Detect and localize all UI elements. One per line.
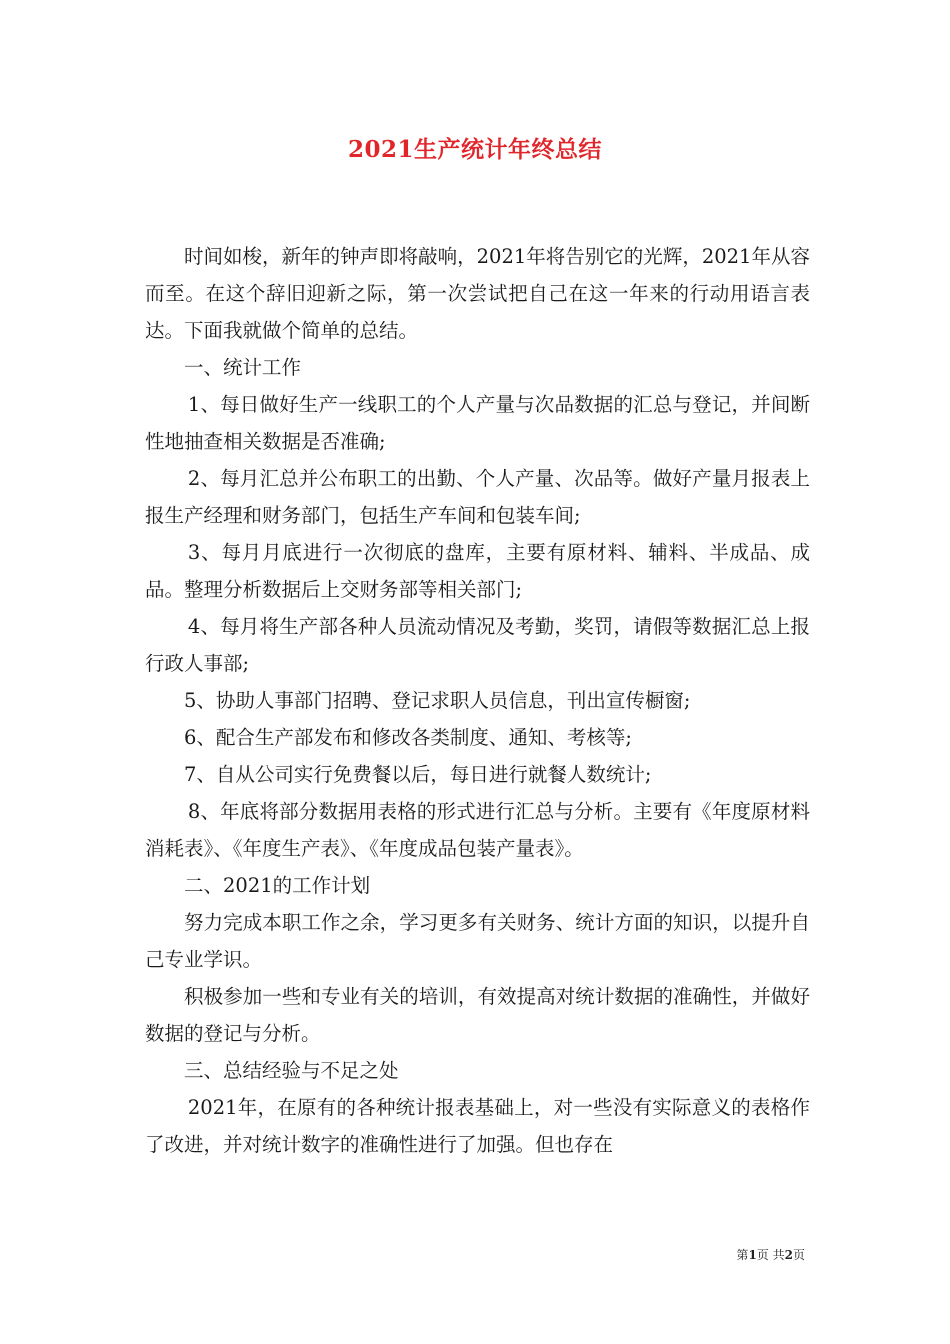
list-item: 3、每月月底进行一次彻底的盘库，主要有原材料、辅料、半成品、成品。整理分析数据后上交财务部等相关部门; [145,541,810,601]
page-footer-prefix: 第 [736,1248,749,1262]
page-number [736,1246,805,1264]
paragraph-summary: 2021年，在原有的各种统计报表基础上，对一些没有实际意义的表格作了改进，并对统计数字的准确性进行了加强。但也存在 [145,1096,810,1156]
paragraph-plan-2: 积极参加一些和专业有关的培训，有效提高对统计数据的准确性，并做好数据的登记与分析。 [145,985,810,1045]
document-body [145,238,810,1163]
list-item: 2、每月汇总并公布职工的出勤、个人产量、次品等。做好产量月报表上报生产经理和财务部门，包括生产车间和包装车间; [145,467,810,527]
total-pages-number: 2 [784,1248,793,1262]
paragraph-intro: 时间如梭，新年的钟声即将敲响，2021年将告别它的光辉，2021年从容而至。在这个辞旧迎新之际，第一次尝试把自己在这一年来的行动用语言表达。下面我就做个简单的总结。 [145,245,810,342]
page-footer-middle: 页 共 [756,1248,785,1262]
section-heading-work-plan: 二、2021的工作计划 [184,874,371,897]
list-item: 1、每日做好生产一线职工的个人产量与次品数据的汇总与登记，并间断性地抽查相关数据是否准确; [145,393,810,453]
page-footer-suffix: 页 [792,1248,805,1262]
list-item: 4、每月将生产部各种人员流动情况及考勤，奖罚，请假等数据汇总上报行政人事部; [145,615,810,675]
paragraph-plan-1: 努力完成本职工作之余，学习更多有关财务、统计方面的知识，以提升自己专业学识。 [145,911,810,971]
current-page-number: 1 [748,1248,757,1262]
section-heading-summary: 三、总结经验与不足之处 [184,1059,399,1082]
list-item: 7、自从公司实行免费餐以后，每日进行就餐人数统计; [184,763,652,786]
section-heading-statistics-work: 一、统计工作 [184,356,302,379]
list-item: 6、配合生产部发布和修改各类制度、通知、考核等; [184,726,632,749]
list-item: 8、年底将部分数据用表格的形式进行汇总与分析。主要有《年度原材料消耗表》、《年度生产表》、《年度成品包装产量表》。 [145,800,810,860]
document-title: 2021生产统计年终总结 [347,136,602,163]
list-item: 5、协助人事部门招聘、登记求职人员信息，刊出宣传橱窗; [184,689,691,712]
